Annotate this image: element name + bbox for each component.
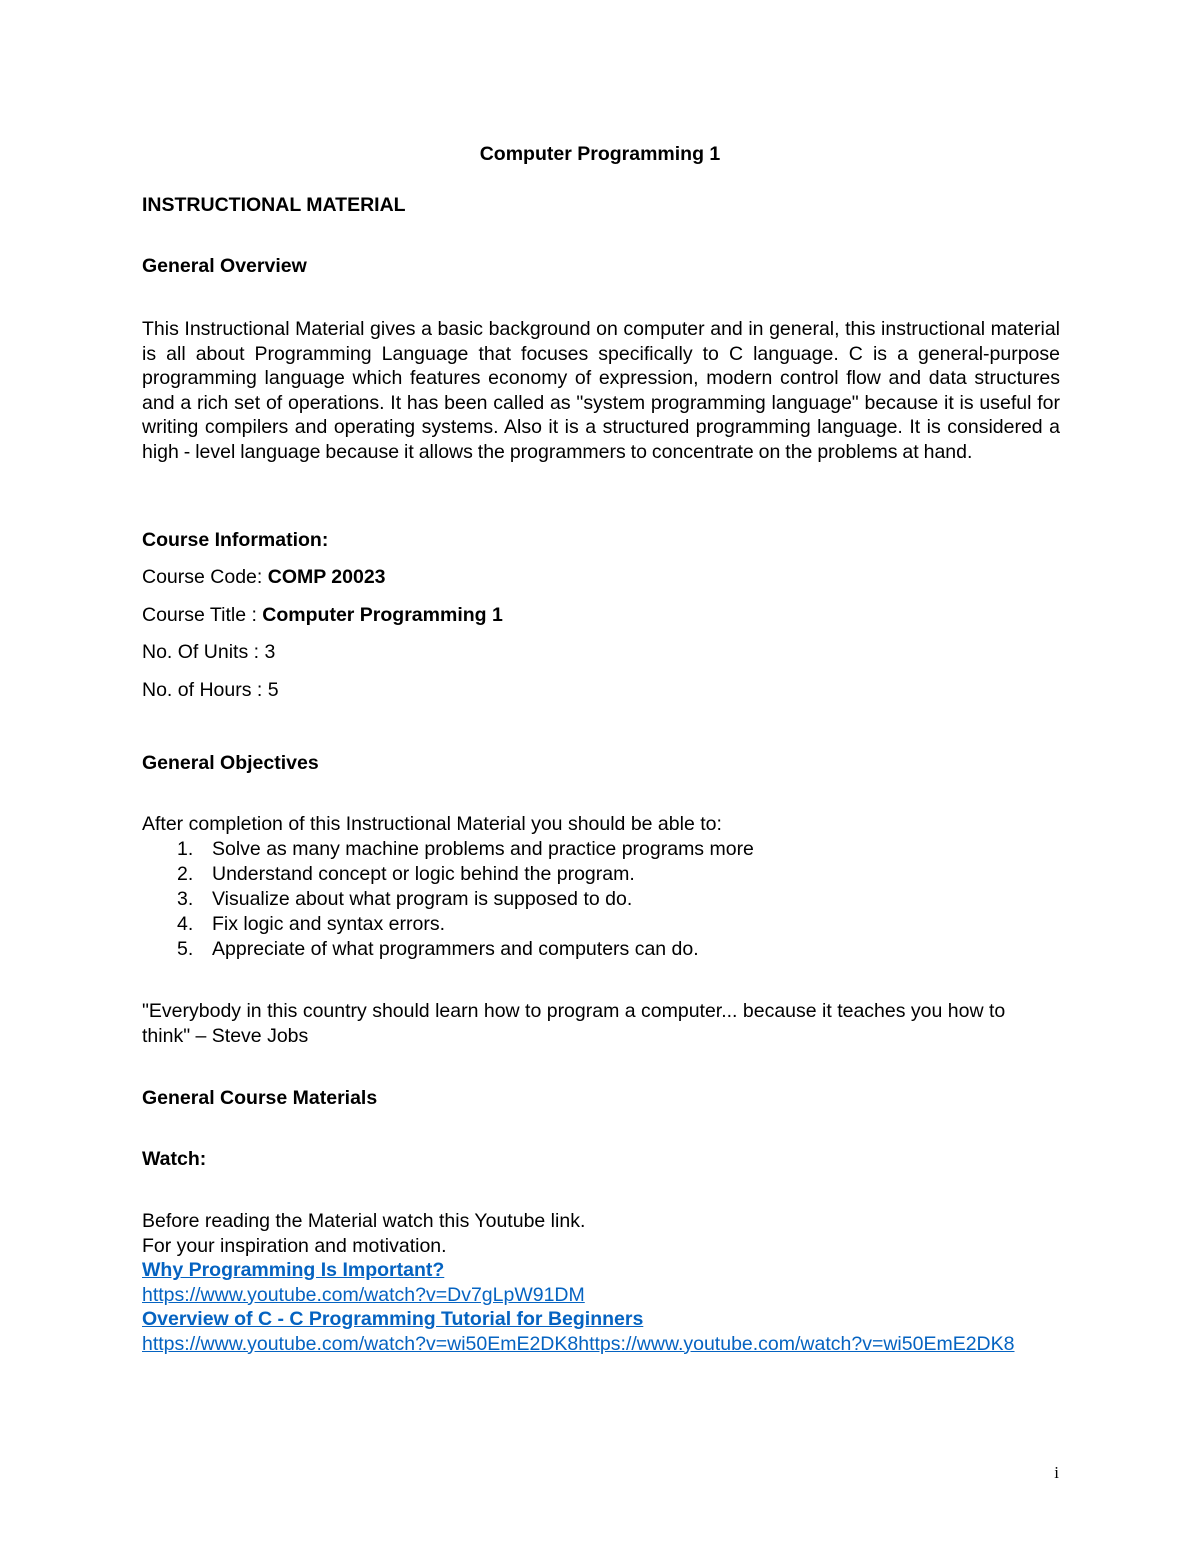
course-code-row: [142, 566, 386, 589]
watch-heading: Watch:: [142, 1148, 207, 1170]
material-heading: INSTRUCTIONAL MATERIAL: [142, 194, 406, 216]
course-units-value: 3: [264, 641, 276, 663]
video-links: [142, 1258, 1062, 1356]
course-hours-value: 5: [267, 679, 279, 701]
list-item: 3. Visualize about what program is supposed to do.: [177, 888, 633, 910]
course-hours-label: No. of Hours :: [142, 679, 268, 701]
overview-paragraph: This Instructional Material gives a basic background on computer and in general, this instructional material is all about Programming Language that focuses specifically to C language. C is a general-purpose programming language which features economy of expression, modern control flow and data structures and a rich set of operations. It has been called as "system programming language" because it is useful for writing compilers and operating systems. Also it is a structured programming language. It is considered a high - level language because it allows the programmers to concentrate on the problems at hand.: [142, 318, 1060, 463]
page-number: i: [1054, 1463, 1059, 1482]
watch-line-1: Before reading the Material watch this Youtube link.: [142, 1210, 586, 1232]
course-title-value: Computer Programming 1: [262, 604, 503, 626]
link-overview-c-title[interactable]: Overview of C - C Programming Tutorial for Beginners: [142, 1308, 644, 1330]
objectives-intro: After completion of this Instructional Material you should be able to:: [142, 813, 722, 835]
course-title-row: [142, 604, 503, 627]
course-code-value: COMP 20023: [267, 566, 386, 588]
list-item: 2. Understand concept or logic behind the program.: [177, 863, 635, 885]
course-code-label: Course Code:: [142, 566, 268, 588]
course-units-label: No. Of Units :: [142, 641, 265, 663]
document-title: Computer Programming 1: [479, 143, 721, 165]
objectives-heading: General Objectives: [142, 752, 319, 774]
course-title-label: Course Title :: [142, 604, 263, 626]
link-overview-c-url[interactable]: https://www.youtube.com/watch?v=wi50EmE2DK8https://www.youtube.com/watch?v=wi50EmE2DK8: [142, 1332, 1015, 1355]
course-units-row: [142, 641, 275, 664]
watch-instructions: [142, 1209, 585, 1258]
course-info-heading: Course Information:: [142, 529, 329, 551]
watch-line-2: For your inspiration and motivation.: [142, 1234, 447, 1257]
list-item: 5. Appreciate of what programmers and computers can do.: [177, 938, 699, 960]
link-why-programming-url[interactable]: https://www.youtube.com/watch?v=Dv7gLpW91DM: [142, 1283, 585, 1306]
list-item: 4. Fix logic and syntax errors.: [177, 913, 446, 935]
objectives-list: [142, 837, 754, 962]
link-why-programming-title[interactable]: Why Programming Is Important?: [142, 1259, 445, 1281]
steve-jobs-quote: "Everybody in this country should learn how to program a computer... because it teaches you how to think" – Steve Jobs: [142, 1000, 1006, 1047]
overview-heading: General Overview: [142, 255, 307, 277]
course-hours-row: [142, 679, 279, 702]
list-item: 1. Solve as many machine problems and practice programs more: [177, 838, 754, 860]
materials-heading: General Course Materials: [142, 1087, 378, 1109]
